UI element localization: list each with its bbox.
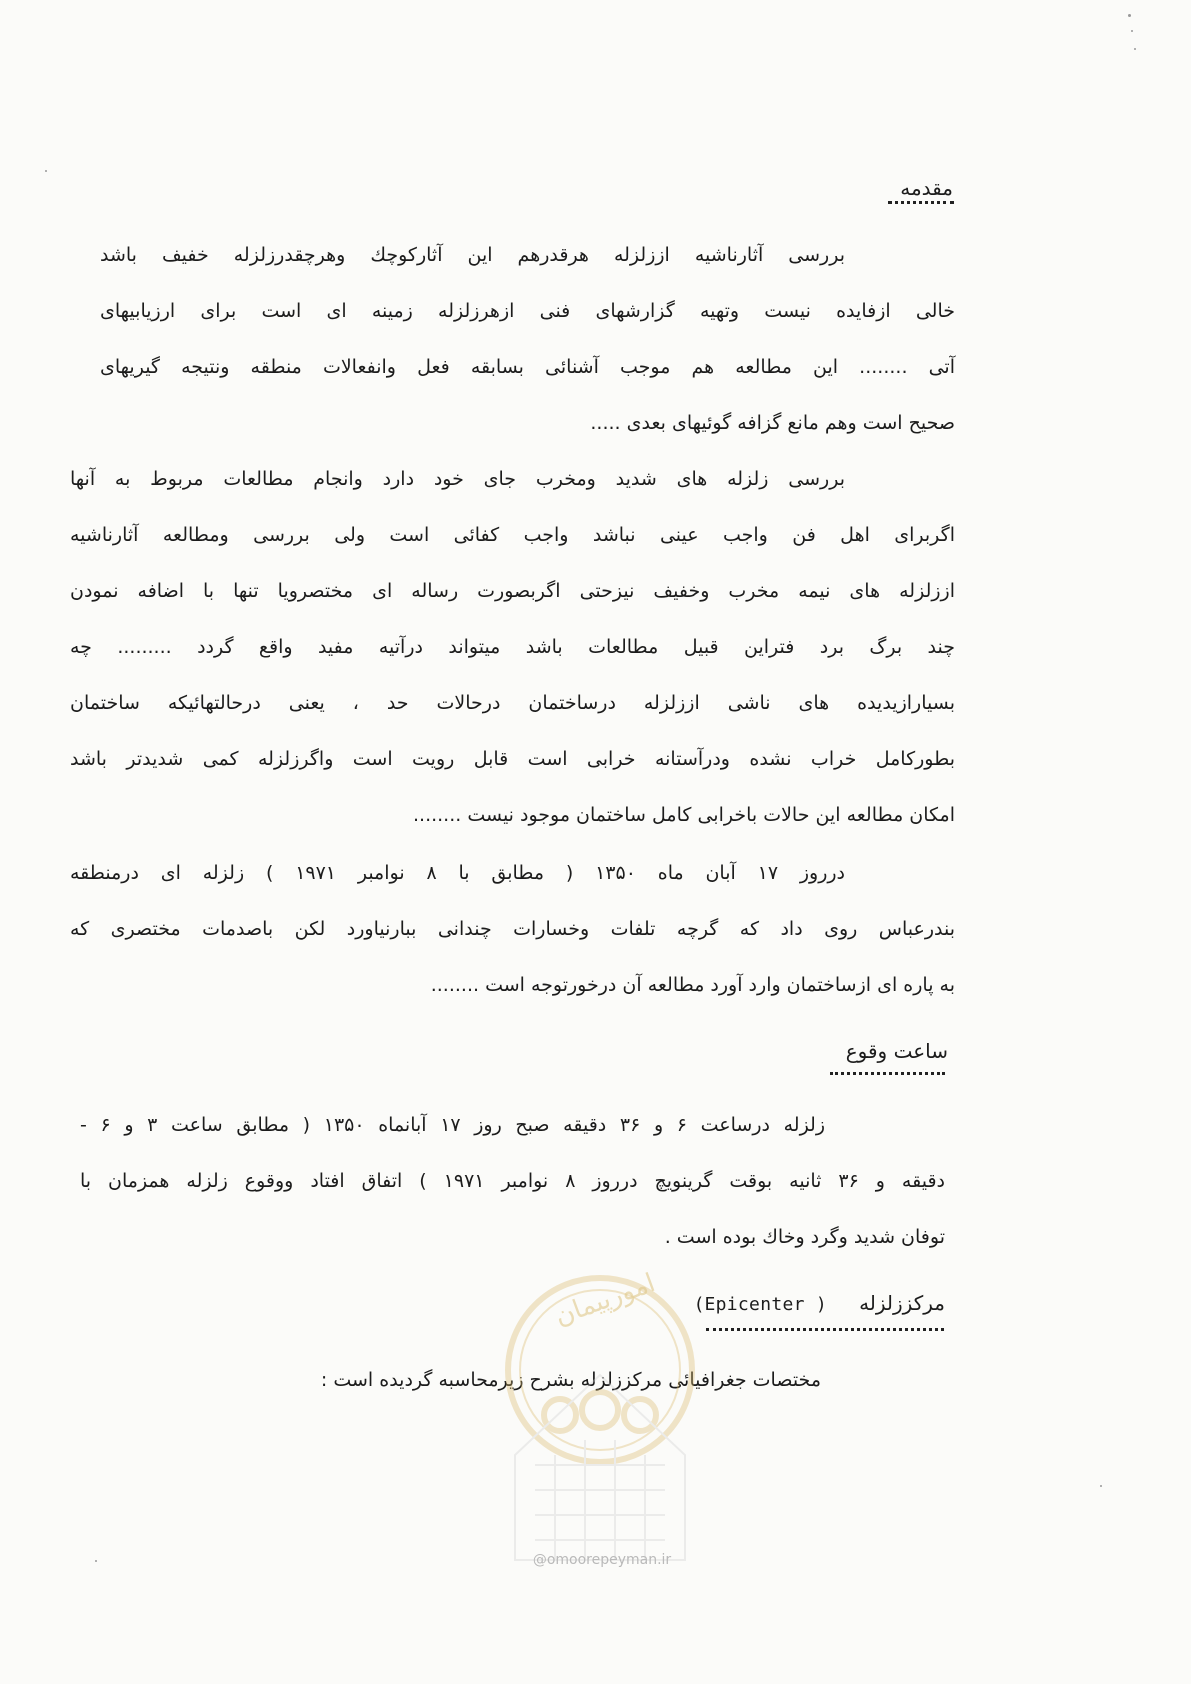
watermark-site: @omoorepeyman.ir — [532, 1552, 672, 1568]
paragraph-2-line-5: بسیارازیدیده های ناشی اززلزله درساختمان درحالات حد ، یعنی درحالتهائیکه ساختمان — [70, 692, 955, 714]
time-line-3: توفان شدید وگرد وخاك بوده است . — [664, 1226, 945, 1248]
time-line-2: دقیقه و ۳۶ ثانیه بوقت گرینویچ درروز ۸ نوامبر ۱۹۷۱ ) اتفاق افتاد ووقوع زلزله همزمان با — [80, 1170, 945, 1192]
time-heading-underline — [830, 1072, 945, 1075]
epicenter-heading-underline — [706, 1328, 944, 1331]
paragraph-3-line-1: درروز ۱۷ آبان ماه ۱۳۵۰ ( مطابق با ۸ نوامبر ۱۹۷۱ ) زلزله ای درمنطقه — [70, 862, 846, 884]
paragraph-2-line-6: بطورکامل خراب نشده ودرآستانه خرابی است قابل رویت است واگرزلزله کمی شدیدتر باشد — [70, 748, 955, 770]
paragraph-1-line-4: صحیح است وهم مانع گزافه گوئیهای بعدی ..... — [590, 412, 955, 434]
watermark-logo-text: امورپیمان — [550, 1268, 660, 1332]
epicenter-heading-fa: مرکززلزله — [859, 1291, 945, 1315]
scan-speck — [45, 170, 47, 172]
paragraph-2-line-3: اززلزله های نیمه مخرب وخفیف نیزحتی اگربصورت رساله ای مختصرویا تنها با اضافه نمودن — [70, 580, 955, 602]
time-line-1: زلزله درساعت ۶ و ۳۶ دقیقه صبح روز ۱۷ آبانماه ۱۳۵۰ ( مطابق ساعت ۳ و ۶ - — [80, 1114, 826, 1136]
intro-heading: مقدمه — [900, 176, 953, 200]
paragraph-2-line-2: اگربرای اهل فن واجب عینی نباشد واجب کفائی است ولی بررسی ومطالعه آثارناشیه — [70, 524, 955, 546]
scan-speck — [1134, 48, 1136, 50]
scan-speck — [1128, 14, 1131, 17]
paragraph-1-line-3: آتی ........ این مطالعه هم موجب آشنائی بسابقه فعل وانفعالات منطقه ونتیجه گیریهای — [100, 356, 955, 378]
paragraph-3-line-2: بندرعباس روی داد که گرچه تلفات وخسارات چندانی ببارنیاورد لکن باصدمات مختصری که — [70, 918, 955, 940]
paragraph-1-line-1: بررسی آثارناشیه اززلزله هرقدرهم این آثارکوچك وهرچقدرزلزله خفیف باشد — [100, 244, 845, 266]
paragraph-2-line-7: امکان مطالعه این حالات باخرابی کامل ساختمان موجود نیست ........ — [412, 804, 955, 826]
scan-speck — [1131, 30, 1133, 32]
intro-heading-underline — [888, 201, 954, 204]
paragraph-2-line-1: بررسی زلزله های شدید ومخرب جای خود دارد وانجام مطالعات مربوط به آنها — [70, 468, 845, 490]
paragraph-2-line-4: چند برگ برد فتراین قبیل مطالعات باشد میتواند درآتیه مفید واقع گردد ......... چه — [70, 636, 955, 658]
paragraph-1-line-2: خالی ازفایده نیست وتهیه گزارشهای فنی ازهرزلزله زمینه ای است برای ارزیابیهای — [100, 300, 955, 322]
time-heading: ساعت وقوع — [845, 1039, 948, 1063]
scan-speck — [95, 1560, 97, 1562]
scan-speck — [1100, 1485, 1102, 1487]
epicenter-line: مختصات جغرافیائی مرکززلزله بشرح زیرمحاسبه گردیده است : — [320, 1369, 821, 1391]
paragraph-3-line-3: به پاره ای ازساختمان وارد آورد مطالعه آن درخورتوجه است ........ — [430, 974, 955, 996]
epicenter-heading-en: (Epicenter ) — [693, 1294, 827, 1315]
